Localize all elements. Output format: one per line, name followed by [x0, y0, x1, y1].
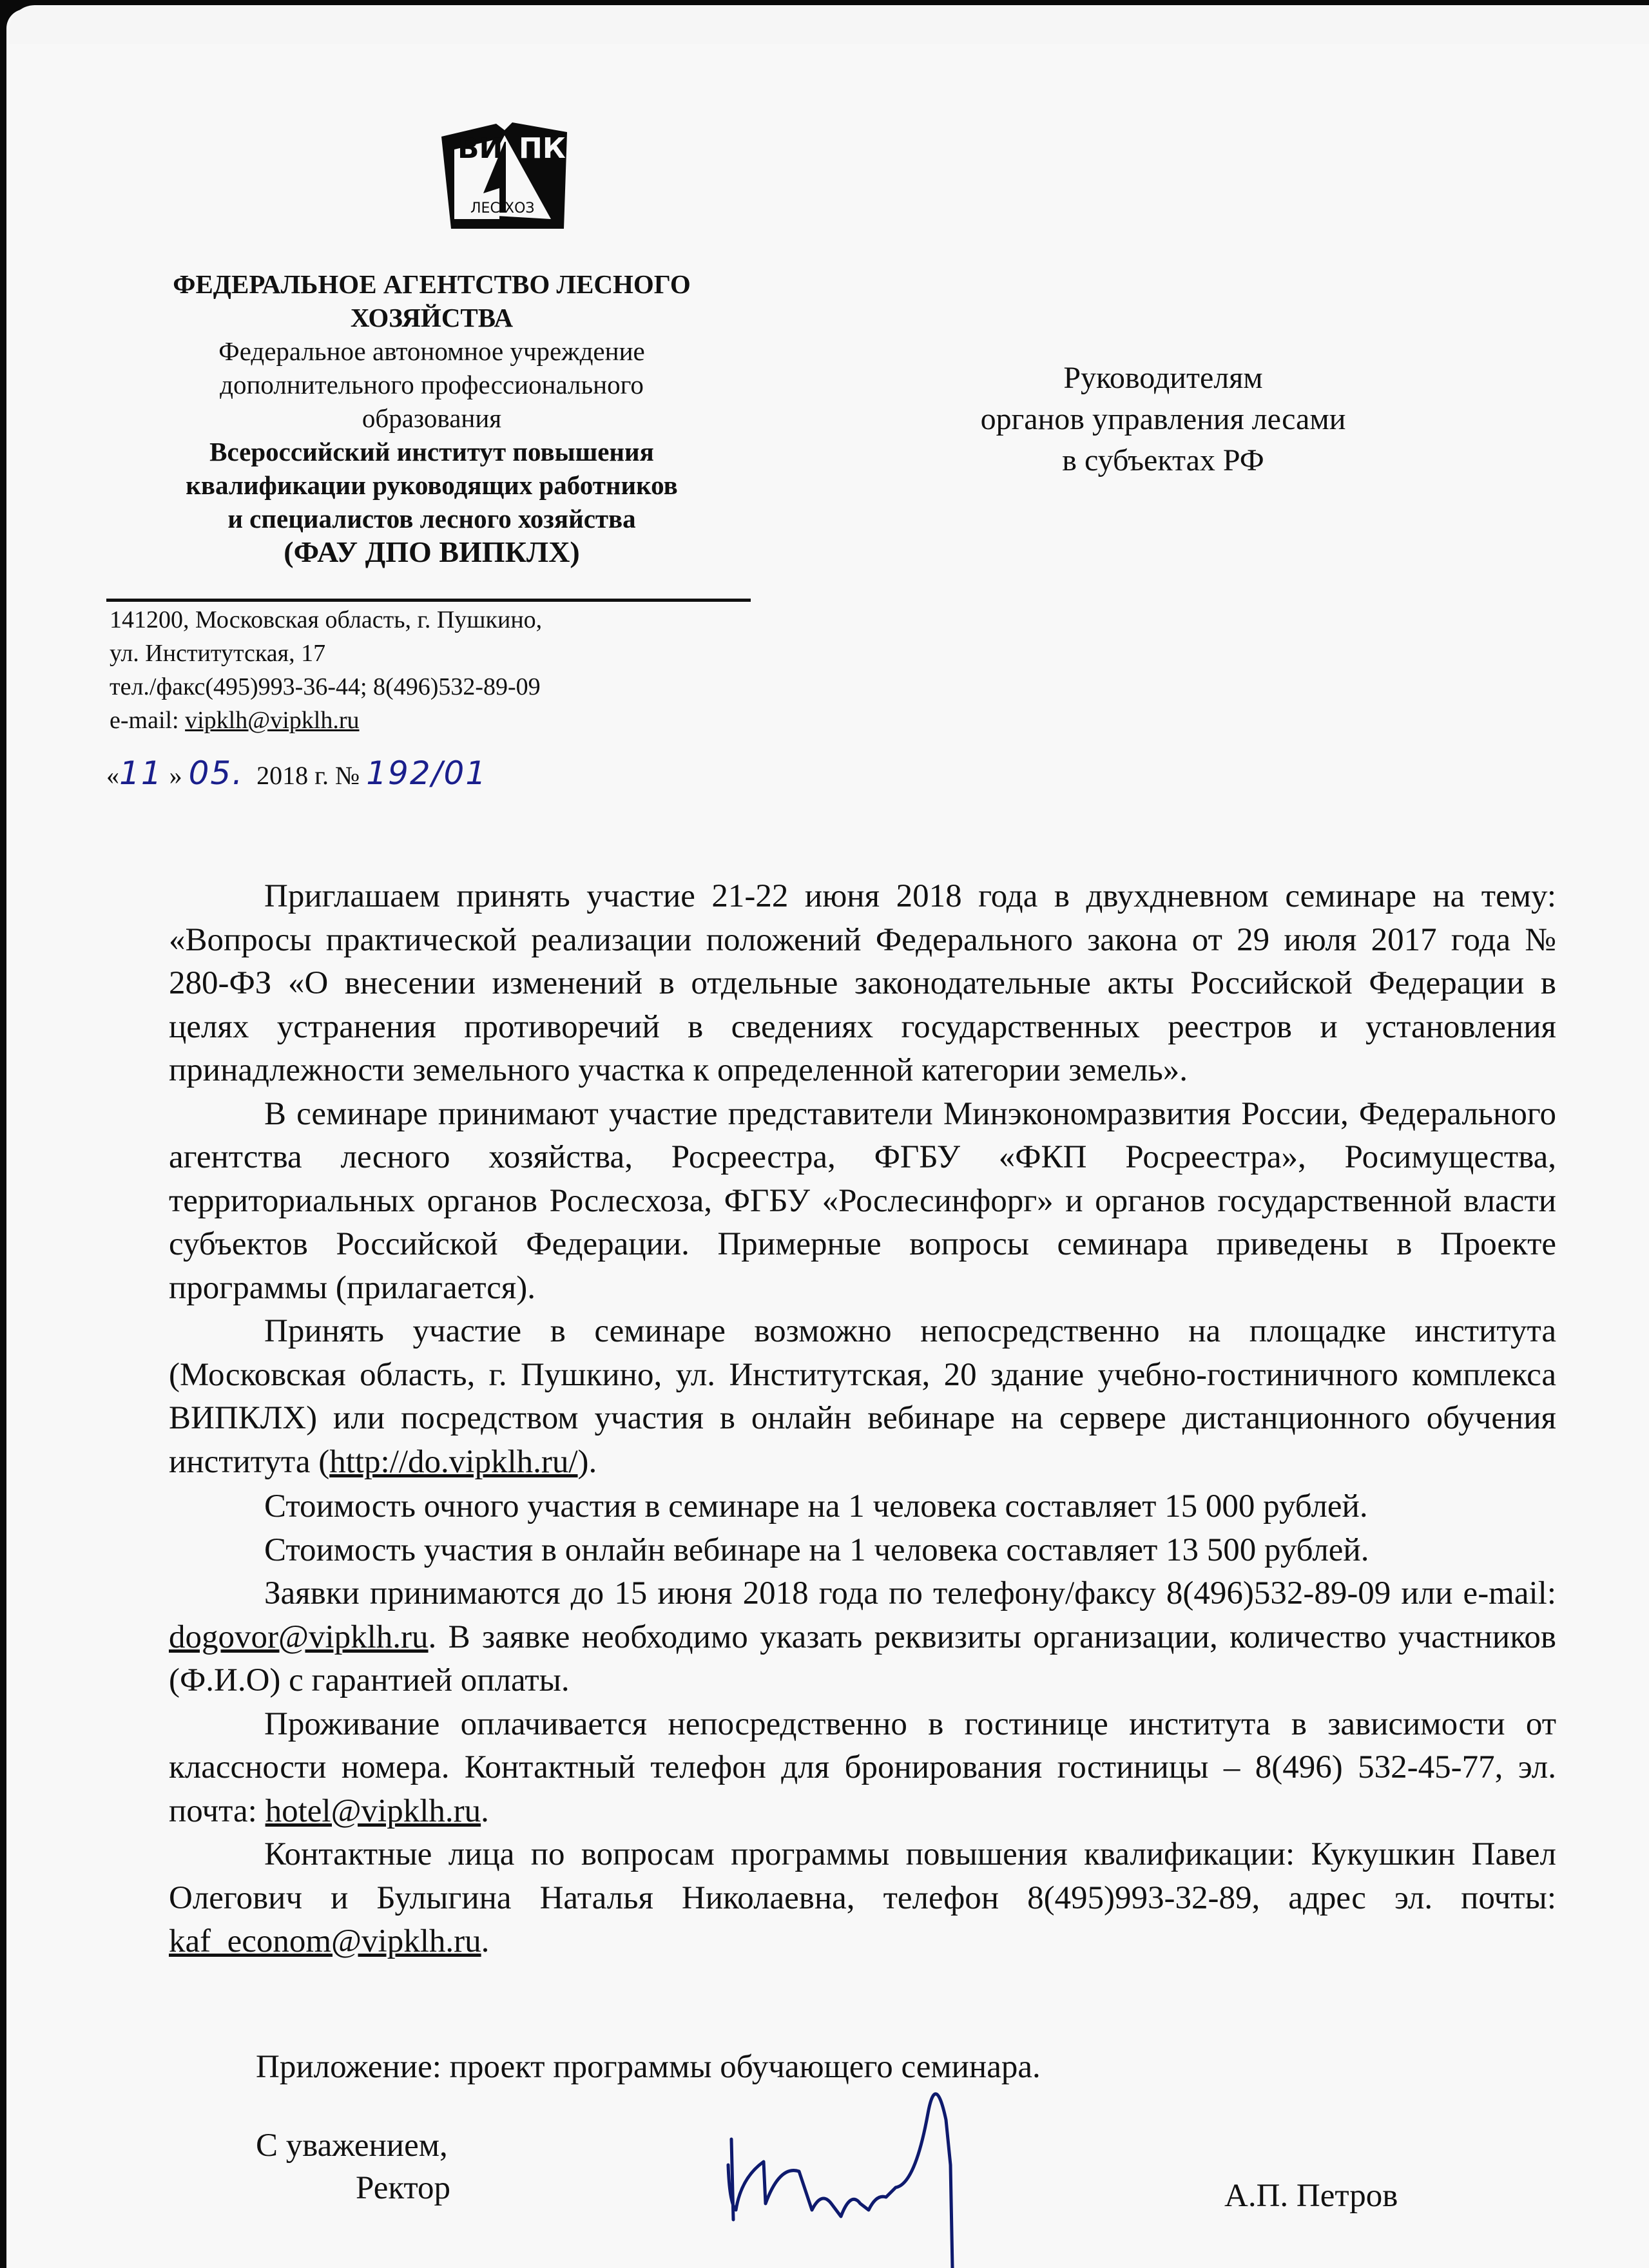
letter-body — [169, 875, 1556, 1964]
date-day-handwritten: 11 — [119, 754, 163, 792]
paragraph-text: . В заявке необходимо указать реквизиты организации, количество участников (Ф.И.О) с гарантией оплаты. — [169, 1619, 1556, 1698]
paragraph-invitation: Приглашаем принять участие 21-22 июня 2018 года в двухдневном семинаре на тему: «Вопросы практической реализации положений Федерального закона от 29 июля 2017 года № 280-ФЗ «О внесении изменений в отдельные законодательные акты Российской Федерации в целях устранения противоречий в сведениях государственных реестров и установления принадлежности земельного участка к определенной категории земель». — [169, 878, 1556, 1088]
date-year-label: 2018 г. № — [256, 761, 360, 790]
email-label: e-mail: — [110, 707, 186, 734]
closing-regards: С уважением, — [256, 2128, 448, 2164]
handwritten-signature — [702, 2075, 1005, 2268]
paragraph-text: Заявки принимаются до 15 июня 2018 года по телефону/факсу 8(496)532-89-09 или e-mail: — [264, 1575, 1556, 1611]
address-line1: 141200, Московская область, г. Пушкино, — [110, 606, 543, 633]
addressee-block — [909, 358, 1418, 481]
email-line — [110, 704, 542, 737]
letterhead-contacts — [110, 603, 542, 737]
agency-name-line1: ФЕДЕРАЛЬНОЕ АГЕНТСТВО ЛЕСНОГО — [173, 269, 691, 299]
paragraph-text: Принять участие в семинаре возможно непосредственно на площадке института (Московская область, г. Пушкино, ул. Институтская, 20 здание учебно-гостиничного комплекса ВИПКЛХ) или посредством участия в онлайн вебинаре на сервере дистанционного обучения института ( — [169, 1313, 1556, 1480]
logo-text-vi: ВИ — [458, 132, 503, 165]
dogovor-email-link[interactable]: dogovor@vipklh.ru — [169, 1619, 429, 1655]
paragraph-text: . — [481, 1923, 490, 1959]
institute-logo — [435, 116, 574, 232]
hotel-email-link[interactable]: hotel@vipklh.ru — [265, 1792, 481, 1829]
addressee-line2: органов управления лесами — [980, 402, 1346, 436]
paragraph-text: . — [481, 1792, 489, 1829]
paragraph-text: Контактные лица по вопросам программы повышения квалификации: Кукушкин Павел Олегович и Булыгина Наталья Николаевна, телефон 8(495)993-32-89, адрес эл. почты: — [169, 1836, 1556, 1916]
signer-name: А.П. Петров — [1224, 2178, 1398, 2214]
letter-date-number — [106, 755, 487, 794]
letter-number-handwritten: 192/01 — [366, 754, 488, 792]
paragraph-participation-options — [169, 1310, 1556, 1484]
addressee-line3: в субъектах РФ — [1062, 443, 1264, 477]
distance-learning-link[interactable]: http://do.vipklh.ru/ — [329, 1443, 578, 1480]
institute-abbreviation: (ФАУ ДПО ВИПКЛХ) — [284, 535, 580, 568]
date-close-quote: » — [169, 761, 182, 790]
paragraph-cost-onsite: Стоимость очного участия в семинаре на 1 человека составляет 15 000 рублей. — [264, 1488, 1368, 1524]
address-line2: ул. Институтская, 17 — [110, 640, 326, 667]
org-type-line1: Федеральное автономное учреждение — [218, 336, 645, 366]
letterhead-divider — [106, 599, 751, 602]
email-link[interactable]: vipklh@vipklh.ru — [185, 707, 360, 734]
paper-top-edge — [9, 5, 1649, 44]
paragraph-text: ). — [577, 1443, 597, 1480]
institute-name-line2: квалификации руководящих работников — [186, 470, 678, 500]
letterhead — [103, 267, 760, 569]
signer-position: Ректор — [356, 2170, 451, 2206]
attachment-note: Приложение: проект программы обучающего семинара. — [256, 2049, 1041, 2085]
paragraph-accommodation — [169, 1703, 1556, 1834]
agency-name-line2: ХОЗЯЙСТВА — [350, 303, 514, 332]
paragraph-participants: В семинаре принимают участие представители Минэкономразвития России, Федерального агентства лесного хозяйства, Росреестра, ФГБУ «ФКП Росреестра», Росимущества, территориальных органов Рослесхоза, ФГБУ «Рослесинфорг» и органов государственной власти субъектов Российской Федерации. Примерные вопросы семинара приведены в Проекте программы (прилагается). — [169, 1095, 1556, 1306]
date-open-quote: « — [106, 761, 119, 790]
logo-text-hoz: ХОЗ — [505, 200, 535, 216]
phone-line: тел./факс(495)993-36-44; 8(496)532-89-09 — [110, 673, 541, 700]
institute-name-line1: Всероссийский институт повышения — [209, 437, 654, 466]
logo-text-les: ЛЕС — [470, 200, 500, 216]
org-type-line2: дополнительного профессионального — [220, 370, 644, 399]
paragraph-cost-online: Стоимость участия в онлайн вебинаре на 1 человека составляет 13 500 рублей. — [264, 1532, 1369, 1568]
kaf-econom-email-link[interactable]: kaf_econom@vipklh.ru — [169, 1923, 481, 1959]
paragraph-applications — [169, 1572, 1556, 1703]
org-type-line3: образования — [362, 403, 502, 433]
addressee-line1: Руководителям — [1063, 361, 1263, 395]
institute-name-line3: и специалистов лесного хозяйства — [227, 504, 636, 533]
logo-text-pk: ПК — [519, 132, 566, 165]
paragraph-contacts — [169, 1833, 1556, 1964]
date-month-handwritten: 05. — [188, 754, 244, 792]
paragraph-text: Проживание оплачивается непосредственно в гостинице института в зависимости от классности номера. Контактный телефон для бронирования гостиницы – 8(496) 532-45-77, эл. почта: — [169, 1706, 1556, 1829]
